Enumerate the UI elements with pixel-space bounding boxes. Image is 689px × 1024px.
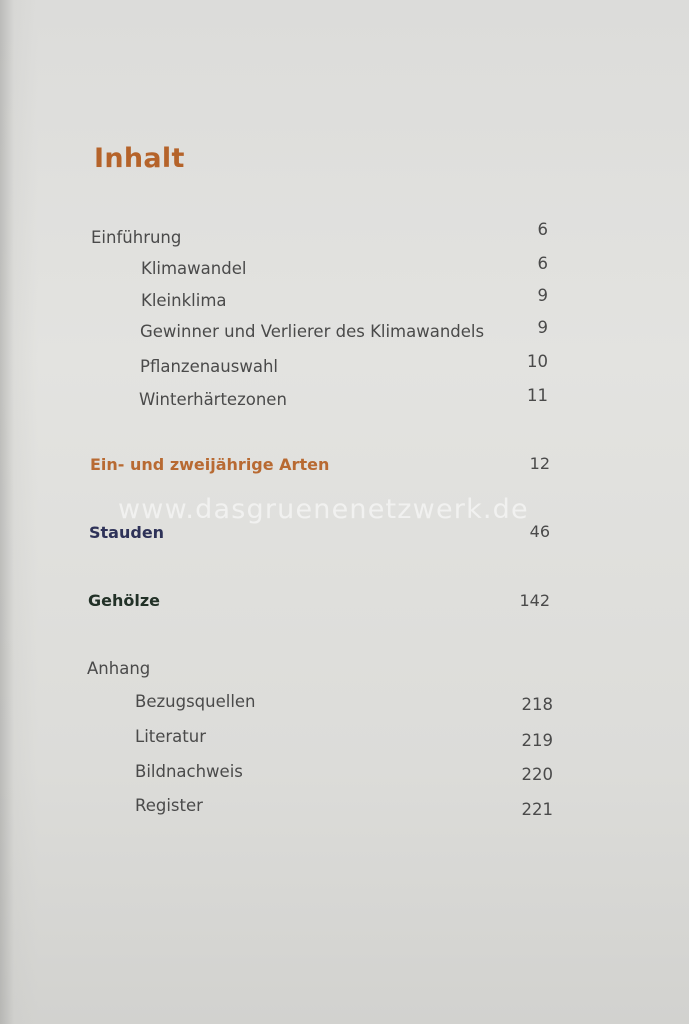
toc-entry-label: Gewinner und Verlierer des Klimawandels [140, 322, 485, 341]
toc-entry-page: 6 [537, 220, 548, 239]
toc-entry-page: 9 [537, 318, 548, 337]
toc-section-label: Ein- und zweijährige Arten [90, 455, 330, 474]
toc-entry-bildnachweis [0, 760, 689, 788]
toc-entry-page: 218 [521, 695, 553, 714]
toc-entry-page: 219 [521, 731, 553, 750]
toc-section-arten [0, 454, 689, 482]
toc-entry-label: Winterhärtezonen [139, 390, 287, 409]
watermark: www.dasgruenenetzwerk.de [118, 494, 529, 525]
toc-section-page: 46 [529, 522, 550, 541]
toc-entry-label: Register [135, 796, 203, 815]
toc-entry-page: 9 [537, 286, 548, 305]
toc-entry-label: Klimawandel [141, 259, 247, 278]
toc-entry-page: 10 [527, 352, 548, 371]
toc-entry-pflanzenauswahl [0, 352, 689, 383]
toc-section-label: Gehölze [88, 591, 161, 610]
page-title: Inhalt [94, 143, 185, 174]
toc-entry-page: 220 [521, 765, 553, 784]
toc-section-page: 12 [529, 454, 550, 473]
toc-entry-anhang [0, 657, 689, 685]
toc-section-gehoelze [0, 590, 689, 618]
toc-section-page: 142 [519, 591, 550, 610]
toc-entry-bezugsquellen [0, 691, 689, 719]
toc-entry-label: Anhang [87, 659, 151, 678]
toc-section-stauden [0, 522, 689, 550]
toc-entry-page: 221 [521, 800, 553, 819]
toc-entry-label: Bezugsquellen [135, 692, 256, 711]
toc-entry-einfuehrung [0, 220, 689, 254]
toc-entry-label: Kleinklima [141, 291, 227, 310]
toc-entry-label: Pflanzenauswahl [140, 357, 278, 376]
toc-entry-label: Literatur [135, 727, 207, 746]
toc-entry-literatur [0, 726, 689, 754]
toc-entry-label: Einführung [91, 228, 182, 247]
toc-entry-label: Bildnachweis [135, 762, 243, 781]
toc-entry-register [0, 794, 689, 822]
toc-entry-klimawandel [0, 254, 689, 285]
toc-entry-winterhaertezonen [0, 388, 689, 416]
toc-entry-kleinklima [0, 286, 689, 318]
toc-section-label: Stauden [89, 523, 165, 542]
toc-entry-page: 6 [537, 254, 548, 273]
toc-entry-page: 11 [527, 386, 548, 405]
toc-entry-gewinner [0, 318, 689, 349]
